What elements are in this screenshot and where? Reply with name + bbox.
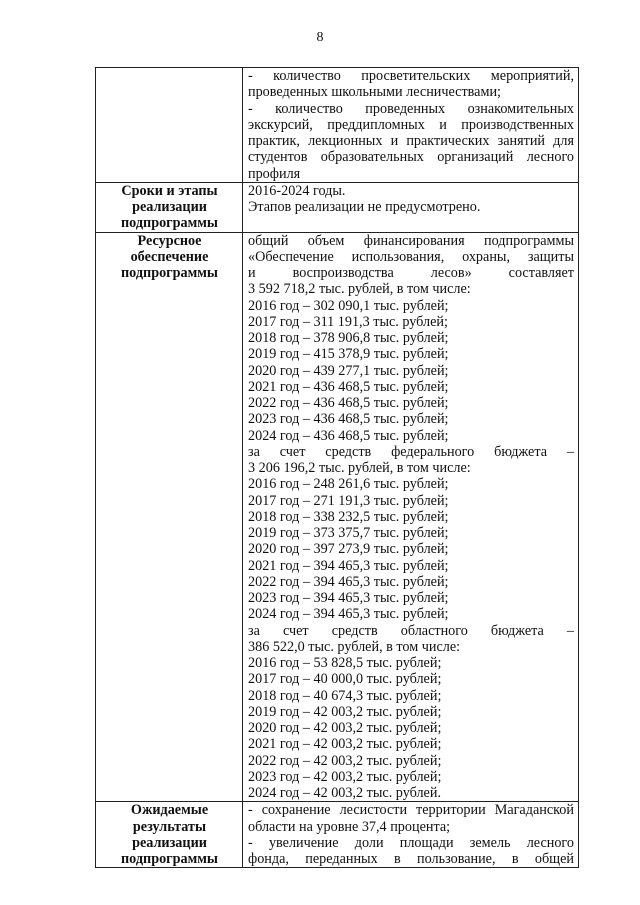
row-content-line: проведенных школьными лесничествами; bbox=[248, 84, 501, 101]
row-content-line: 2024 год – 42 003,2 тыс. рублей. bbox=[248, 785, 441, 801]
row-content-line: - количество просветительских мероприятий, bbox=[248, 68, 574, 84]
row-label-line: подпрограммы bbox=[120, 215, 219, 232]
table-row bbox=[96, 68, 579, 183]
row-content-line: 2024 год – 436 468,5 тыс. рублей; bbox=[248, 427, 449, 444]
row-content-line: студентов образовательных организаций лесного bbox=[248, 149, 574, 166]
table-row bbox=[96, 182, 579, 232]
row-content-line: 2022 год – 42 003,2 тыс. рублей; bbox=[248, 752, 442, 769]
row-label-line: обеспечение bbox=[130, 248, 209, 265]
subprogram-passport-table bbox=[95, 67, 579, 868]
row-content-line: - увеличение доли площади земель лесного bbox=[248, 834, 574, 851]
row-content-line: 2016 год – 53 828,5 тыс. рублей; bbox=[248, 655, 442, 671]
row-content-line: 2016 год – 302 090,1 тыс. рублей; bbox=[248, 297, 449, 314]
row-content-line: и воспроизводства лесов» составляет bbox=[248, 265, 574, 281]
row-content-line: профиля bbox=[248, 165, 301, 182]
row-content-line: 2021 год – 394 465,3 тыс. рублей; bbox=[248, 557, 449, 574]
row-content-line: 2023 год – 394 465,3 тыс. рублей; bbox=[248, 590, 449, 606]
row-content-line: 2023 год – 42 003,2 тыс. рублей; bbox=[248, 768, 442, 785]
row-content-line: 3 206 196,2 тыс. рублей, в том числе: bbox=[248, 460, 471, 476]
row-content-cell bbox=[243, 232, 579, 802]
row-label-line: подпрограммы bbox=[120, 265, 219, 281]
row-content-cell bbox=[243, 802, 579, 868]
row-content-line: 2017 год – 271 191,3 тыс. рублей; bbox=[248, 492, 449, 509]
row-content-line: 3 592 718,2 тыс. рублей, в том числе: bbox=[248, 281, 471, 298]
row-content-line: 2022 год – 394 465,3 тыс. рублей; bbox=[248, 573, 449, 590]
row-content-line: 2020 год – 439 277,1 тыс. рублей; bbox=[248, 362, 449, 379]
row-content-line: 2017 год – 311 191,3 тыс. рублей; bbox=[248, 313, 448, 330]
row-label-line: Сроки и этапы bbox=[121, 182, 218, 199]
row-content-line: 2017 год – 40 000,0 тыс. рублей; bbox=[248, 671, 442, 688]
row-label-cell bbox=[96, 68, 243, 183]
row-content-line: 2016 год – 248 261,6 тыс. рублей; bbox=[248, 476, 449, 493]
row-content-line: 2019 год – 373 375,7 тыс. рублей; bbox=[248, 525, 449, 541]
row-content-line: 2021 год – 42 003,2 тыс. рублей; bbox=[248, 736, 442, 753]
row-label-cell bbox=[96, 802, 243, 868]
row-content-line: экскурсий, преддипломных и производственных bbox=[248, 116, 574, 133]
row-content-line: 2016-2024 годы. bbox=[248, 182, 346, 199]
row-content-line: 2021 год – 436 468,5 тыс. рублей; bbox=[248, 378, 449, 395]
row-content-line: 2020 год – 42 003,2 тыс. рублей; bbox=[248, 720, 442, 736]
row-label-cell bbox=[96, 182, 243, 232]
row-content-line: - сохранение лесистости территории Магаданской bbox=[248, 802, 574, 819]
row-content-line: 386 522,0 тыс. рублей, в том числе: bbox=[248, 638, 461, 655]
row-content-line: практик, лекционных и практических занятий для bbox=[248, 133, 574, 149]
row-content-line: 2019 год – 42 003,2 тыс. рублей; bbox=[248, 703, 442, 720]
row-content-line: - количество проведенных ознакомительных bbox=[248, 100, 574, 117]
row-label-cell bbox=[96, 232, 243, 802]
row-label-line: подпрограммы bbox=[120, 851, 219, 867]
table-row bbox=[96, 802, 579, 868]
row-content-cell bbox=[243, 182, 579, 232]
row-content-line: 2018 год – 338 232,5 тыс. рублей; bbox=[248, 508, 449, 525]
row-content-line: 2022 год – 436 468,5 тыс. рублей; bbox=[248, 395, 449, 411]
table-row bbox=[96, 232, 579, 802]
row-content-line: за счет средств федерального бюджета – bbox=[248, 443, 574, 460]
row-content-line: за счет средств областного бюджета – bbox=[248, 622, 574, 639]
row-content-line: области на уровне 37,4 процента; bbox=[248, 818, 451, 835]
row-content-line: 2018 год – 378 906,8 тыс. рублей; bbox=[248, 330, 449, 346]
row-label-line: результаты bbox=[132, 818, 207, 835]
row-content-line: 2024 год – 394 465,3 тыс. рублей; bbox=[248, 606, 449, 623]
row-content-cell bbox=[243, 68, 579, 183]
row-content-line: 2018 год – 40 674,3 тыс. рублей; bbox=[248, 687, 442, 704]
row-content-line: общий объем финансирования подпрограммы bbox=[248, 232, 574, 249]
row-label-line: Ресурсное bbox=[137, 232, 202, 249]
row-content-line: 2020 год – 397 273,9 тыс. рублей; bbox=[248, 541, 449, 558]
row-content-line: 2023 год – 436 468,5 тыс. рублей; bbox=[248, 411, 449, 428]
row-content-line: фонда, переданных в пользование, в общей bbox=[248, 851, 574, 867]
row-content-line: Этапов реализации не предусмотрено. bbox=[248, 199, 481, 215]
row-content-line: «Обеспечение использования, охраны, защиты bbox=[248, 248, 574, 265]
row-label-line: реализации bbox=[132, 834, 207, 851]
row-content-line: 2019 год – 415 378,9 тыс. рублей; bbox=[248, 346, 449, 363]
page-number: 8 bbox=[316, 30, 324, 45]
row-label-line: реализации bbox=[132, 199, 207, 215]
row-label-line: Ожидаемые bbox=[130, 802, 209, 819]
